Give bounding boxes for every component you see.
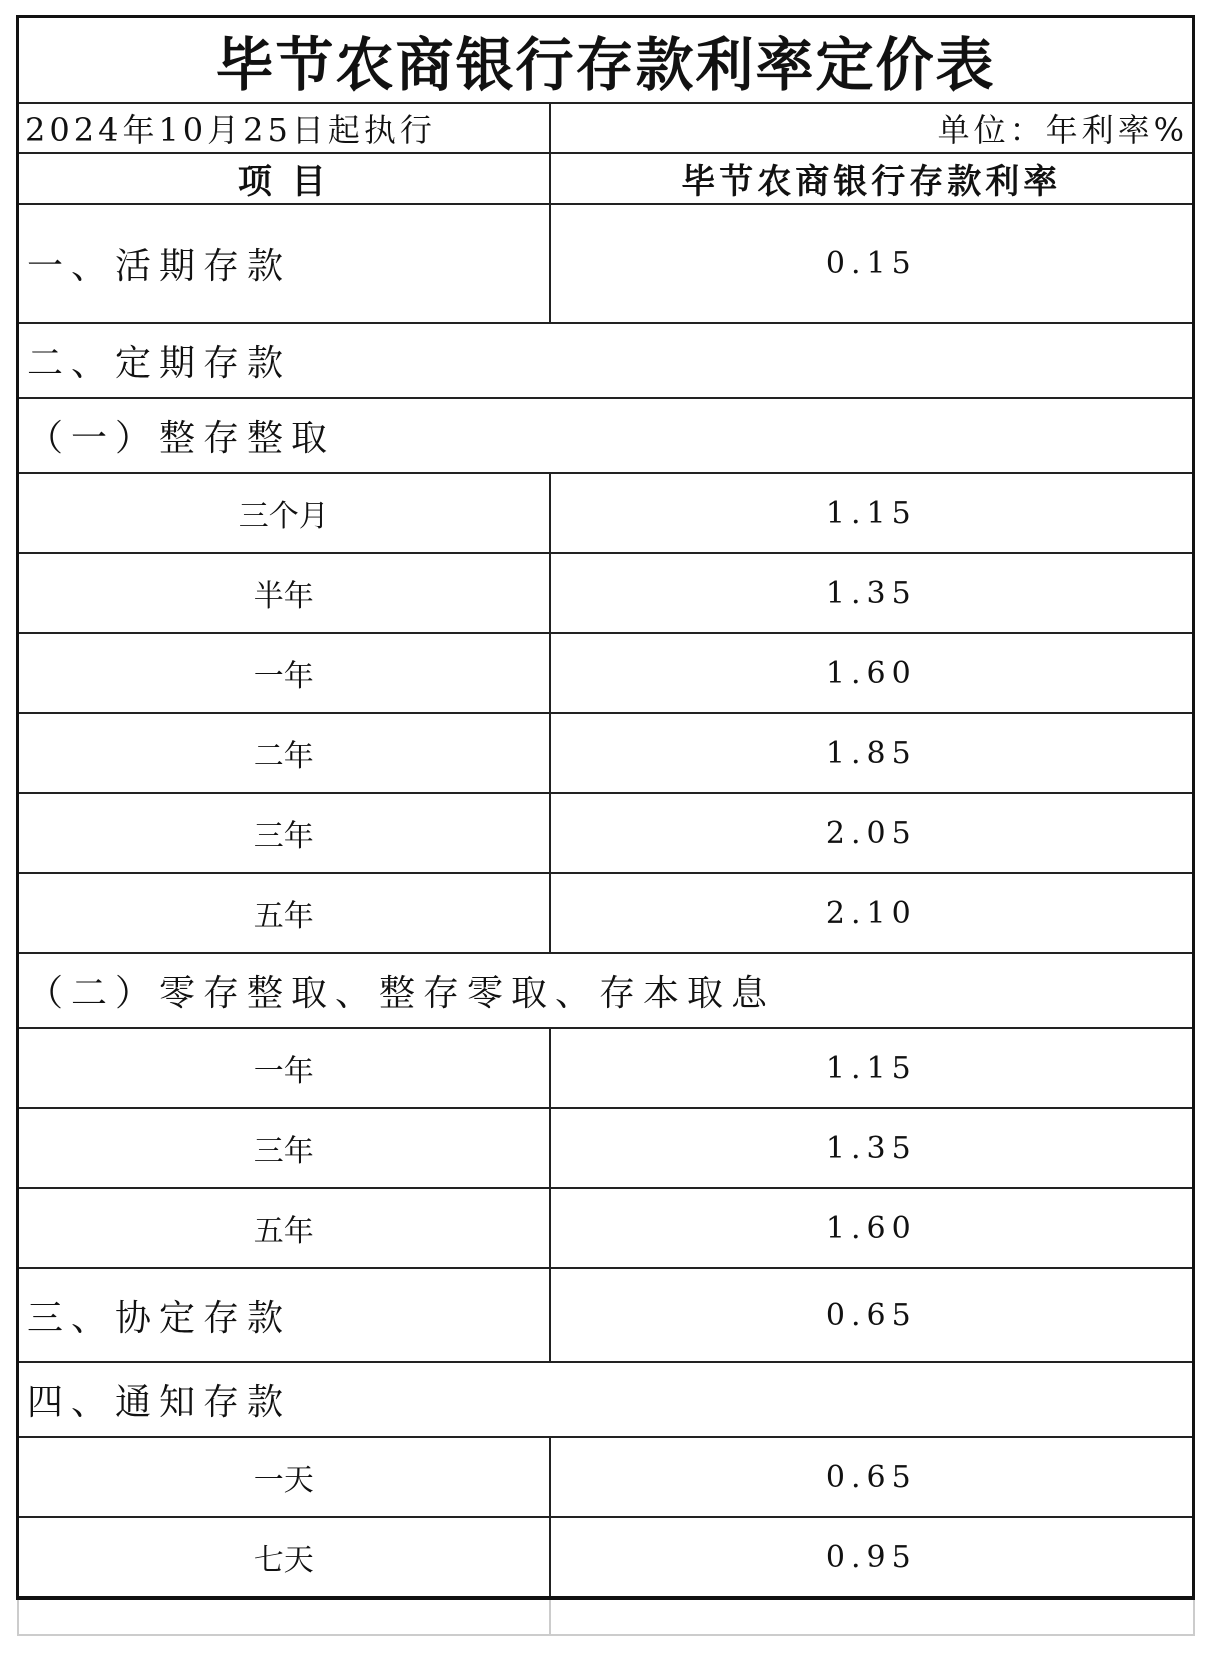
effective-date: 2024年10月25日起执行 — [18, 103, 550, 153]
agreement-row — [18, 1268, 1194, 1362]
rate-cell: 2.10 — [550, 873, 1194, 953]
rate-cell: 1.15 — [550, 473, 1194, 553]
lump-sum-row — [18, 398, 1194, 473]
title-row — [18, 17, 1194, 104]
table-row — [18, 1188, 1194, 1268]
table-row — [18, 553, 1194, 633]
lump-sum-label: （一）整存整取 — [18, 398, 1194, 473]
installment-label: （二）零存整取、整存零取、存本取息 — [18, 953, 1194, 1028]
rate-table — [16, 15, 1195, 1636]
table-row — [18, 633, 1194, 713]
table-row — [18, 1028, 1194, 1108]
rate-cell: 1.60 — [550, 1188, 1194, 1268]
demand-rate: 0.15 — [550, 204, 1194, 323]
time-deposit-row — [18, 323, 1194, 398]
unit-label: 单位：年利率% — [550, 103, 1194, 153]
empty-cell — [18, 1598, 550, 1635]
meta-row — [18, 103, 1194, 153]
header-item: 项 目 — [18, 153, 550, 204]
table-row — [18, 473, 1194, 553]
rate-cell: 1.35 — [550, 553, 1194, 633]
term-cell: 五年 — [18, 873, 550, 953]
demand-row — [18, 204, 1194, 323]
agreement-label: 三、协定存款 — [18, 1268, 550, 1362]
agreement-rate: 0.65 — [550, 1268, 1194, 1362]
empty-row — [18, 1598, 1194, 1635]
table-row — [18, 873, 1194, 953]
table-row — [18, 1517, 1194, 1598]
term-cell: 五年 — [18, 1188, 550, 1268]
notice-label: 四、通知存款 — [18, 1362, 1194, 1437]
demand-label: 一、活期存款 — [18, 204, 550, 323]
empty-cell — [550, 1598, 1194, 1635]
rate-cell: 1.60 — [550, 633, 1194, 713]
rate-cell: 0.65 — [550, 1437, 1194, 1517]
rate-cell: 2.05 — [550, 793, 1194, 873]
rate-cell: 0.95 — [550, 1517, 1194, 1598]
term-cell: 三年 — [18, 1108, 550, 1188]
term-cell: 一年 — [18, 1028, 550, 1108]
table-row — [18, 1108, 1194, 1188]
term-cell: 三年 — [18, 793, 550, 873]
term-cell: 一年 — [18, 633, 550, 713]
notice-row — [18, 1362, 1194, 1437]
header-row — [18, 153, 1194, 204]
term-cell: 二年 — [18, 713, 550, 793]
rate-cell: 1.35 — [550, 1108, 1194, 1188]
table-row — [18, 793, 1194, 873]
term-cell: 一天 — [18, 1437, 550, 1517]
term-cell: 七天 — [18, 1517, 550, 1598]
rate-cell: 1.85 — [550, 713, 1194, 793]
rate-table-sheet — [16, 15, 1192, 1636]
term-cell: 半年 — [18, 553, 550, 633]
table-title: 毕节农商银行存款利率定价表 — [18, 17, 1194, 104]
table-row — [18, 713, 1194, 793]
header-rate: 毕节农商银行存款利率 — [550, 153, 1194, 204]
time-deposit-label: 二、定期存款 — [18, 323, 1194, 398]
rate-cell: 1.15 — [550, 1028, 1194, 1108]
table-row — [18, 1437, 1194, 1517]
term-cell: 三个月 — [18, 473, 550, 553]
installment-row — [18, 953, 1194, 1028]
